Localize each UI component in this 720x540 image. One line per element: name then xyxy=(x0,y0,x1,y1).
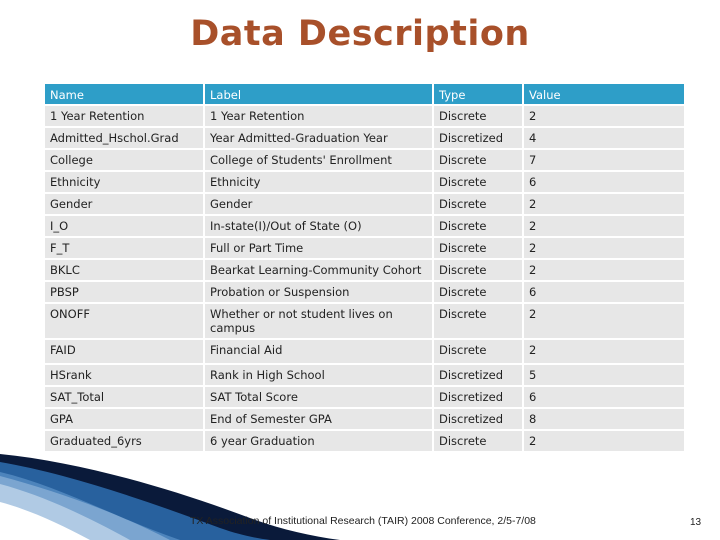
cell-label: In-state(I)/Out of State (O) xyxy=(204,215,433,237)
cell-type: Discretized xyxy=(433,408,523,430)
cell-name: SAT_Total xyxy=(44,386,204,408)
cell-type: Discrete xyxy=(433,303,523,339)
cell-label: Rank in High School xyxy=(204,364,433,386)
table-row xyxy=(44,193,685,215)
table-row xyxy=(44,281,685,303)
slide-title: Data Description xyxy=(190,14,530,54)
table-row xyxy=(44,303,685,339)
cell-value: 2 xyxy=(523,339,685,364)
cell-name: FAID xyxy=(44,339,204,364)
cell-label: End of Semester GPA xyxy=(204,408,433,430)
cell-name: College xyxy=(44,149,204,171)
header-name: Name xyxy=(44,83,204,105)
cell-value: 6 xyxy=(523,281,685,303)
cell-label: 1 Year Retention xyxy=(204,105,433,127)
table-row xyxy=(44,237,685,259)
cell-value: 2 xyxy=(523,105,685,127)
table-row xyxy=(44,259,685,281)
table-row xyxy=(44,215,685,237)
header-value: Value xyxy=(523,83,685,105)
cell-type: Discretized xyxy=(433,127,523,149)
cell-value: 2 xyxy=(523,430,685,452)
table-row xyxy=(44,386,685,408)
cell-value: 8 xyxy=(523,408,685,430)
cell-label: SAT Total Score xyxy=(204,386,433,408)
header-type: Type xyxy=(433,83,523,105)
cell-label: Financial Aid xyxy=(204,339,433,364)
cell-label: Ethnicity xyxy=(204,171,433,193)
table-row xyxy=(44,105,685,127)
cell-value: 6 xyxy=(523,171,685,193)
cell-name: GPA xyxy=(44,408,204,430)
cell-type: Discrete xyxy=(433,237,523,259)
cell-name: BKLC xyxy=(44,259,204,281)
cell-value: 2 xyxy=(523,215,685,237)
cell-label: 6 year Graduation xyxy=(204,430,433,452)
page-number: 13 xyxy=(690,517,702,528)
cell-label: Probation or Suspension xyxy=(204,281,433,303)
table-row xyxy=(44,408,685,430)
cell-type: Discrete xyxy=(433,105,523,127)
cell-name: I_O xyxy=(44,215,204,237)
cell-type: Discretized xyxy=(433,364,523,386)
cell-name: HSrank xyxy=(44,364,204,386)
cell-type: Discretized xyxy=(433,386,523,408)
cell-value: 2 xyxy=(523,303,685,339)
cell-value: 2 xyxy=(523,193,685,215)
cell-type: Discrete xyxy=(433,259,523,281)
cell-name: F_T xyxy=(44,237,204,259)
cell-type: Discrete xyxy=(433,430,523,452)
data-description-table xyxy=(43,82,686,453)
cell-name: Graduated_6yrs xyxy=(44,430,204,452)
header-label: Label xyxy=(204,83,433,105)
cell-type: Discrete xyxy=(433,193,523,215)
cell-type: Discrete xyxy=(433,215,523,237)
cell-label: Gender xyxy=(204,193,433,215)
cell-value: 6 xyxy=(523,386,685,408)
cell-label: Year Admitted-Graduation Year xyxy=(204,127,433,149)
footer-text: TX Association of Institutional Research (TAIR) 2008 Conference, 2/5-7/08 xyxy=(190,515,536,527)
cell-value: 2 xyxy=(523,237,685,259)
cell-name: 1 Year Retention xyxy=(44,105,204,127)
table-row xyxy=(44,339,685,364)
table-row xyxy=(44,364,685,386)
cell-type: Discrete xyxy=(433,281,523,303)
cell-value: 7 xyxy=(523,149,685,171)
cell-type: Discrete xyxy=(433,171,523,193)
cell-label: Bearkat Learning-Community Cohort xyxy=(204,259,433,281)
table-row xyxy=(44,171,685,193)
cell-name: Gender xyxy=(44,193,204,215)
cell-value: 4 xyxy=(523,127,685,149)
table-row xyxy=(44,149,685,171)
cell-label: Full or Part Time xyxy=(204,237,433,259)
cell-label: College of Students' Enrollment xyxy=(204,149,433,171)
cell-label: Whether or not student lives on campus xyxy=(204,303,433,339)
table-row xyxy=(44,127,685,149)
cell-value: 5 xyxy=(523,364,685,386)
table-header-row xyxy=(44,83,685,105)
cell-type: Discrete xyxy=(433,149,523,171)
cell-name: Ethnicity xyxy=(44,171,204,193)
cell-name: Admitted_Hschol.Grad xyxy=(44,127,204,149)
cell-value: 2 xyxy=(523,259,685,281)
cell-name: PBSP xyxy=(44,281,204,303)
cell-name: ONOFF xyxy=(44,303,204,339)
cell-type: Discrete xyxy=(433,339,523,364)
